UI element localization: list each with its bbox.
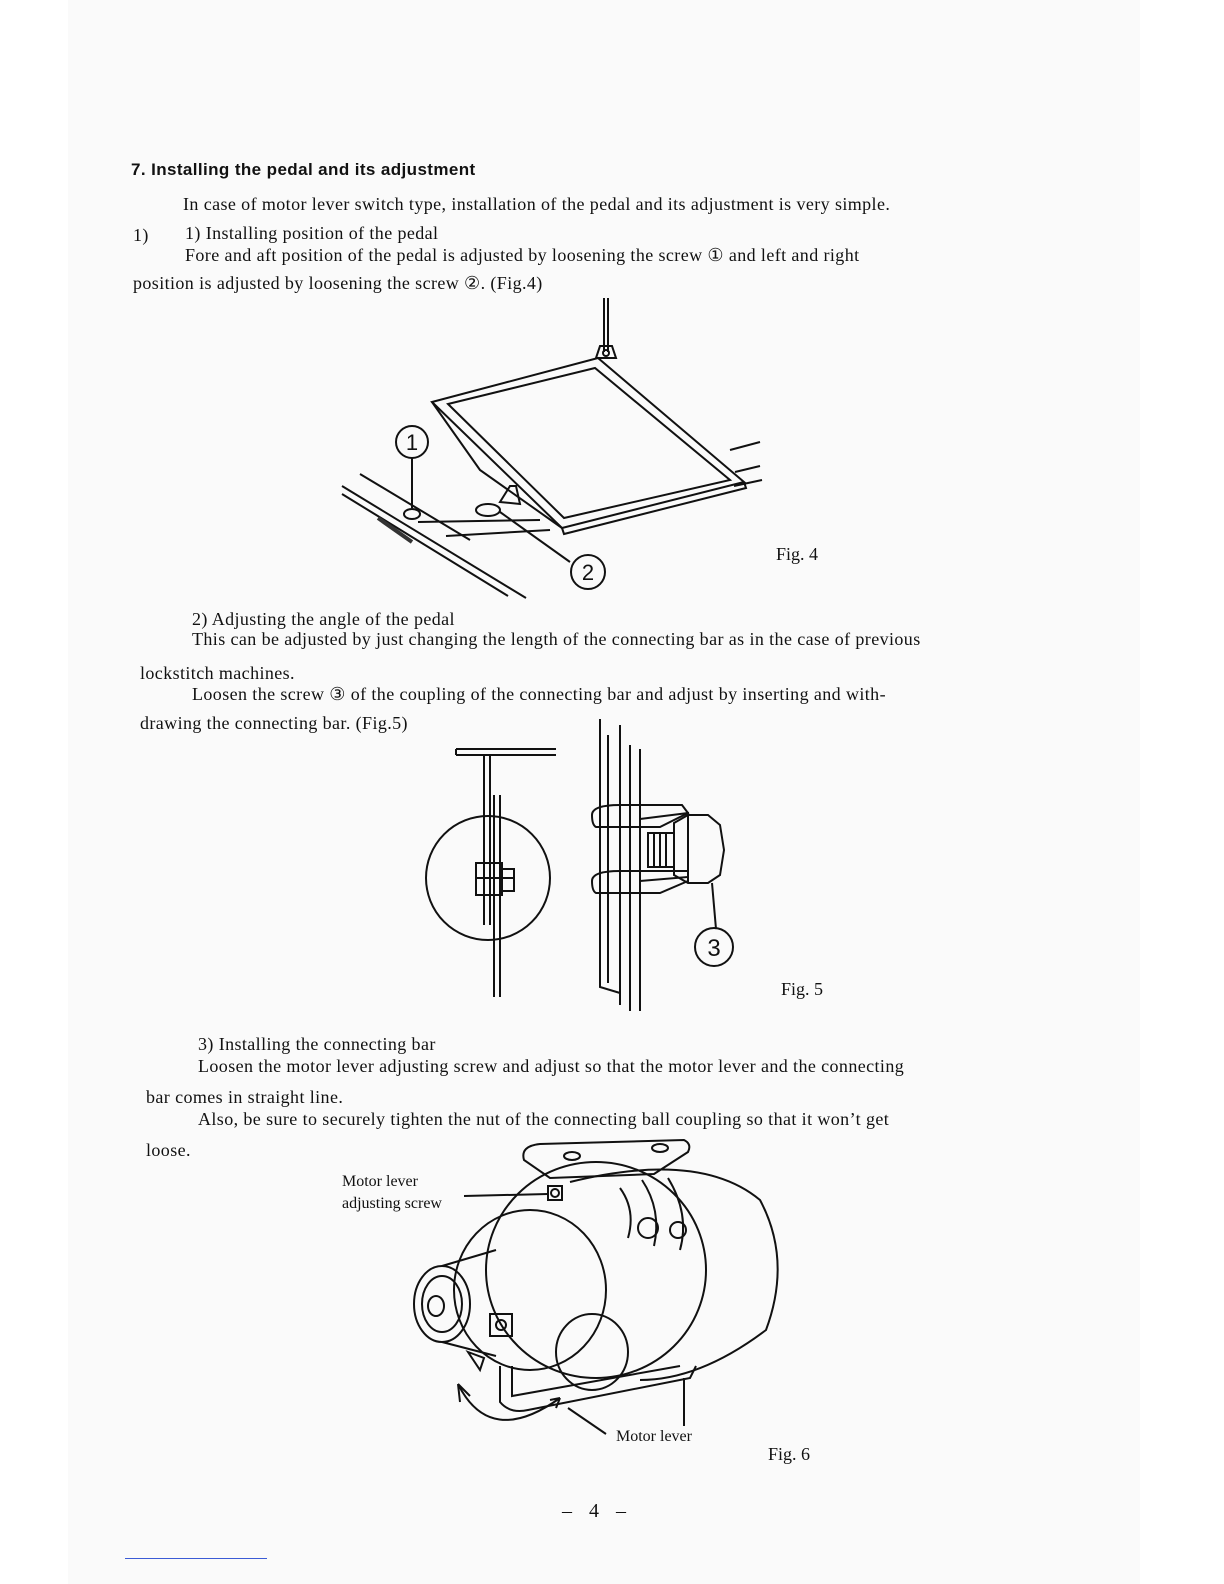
step2-heading: 2) Adjusting the angle of the pedal <box>192 609 455 629</box>
step3-text-line3: Also, be sure to securely tighten the nut of the connecting ball coupling so that it won’t get <box>198 1109 890 1129</box>
section-title: 7. Installing the pedal and its adjustment <box>131 160 476 179</box>
callout-3-number: 3 <box>707 935 721 962</box>
step2-text-line3: Loosen the screw ③ of the coupling of the connecting bar and adjust by inserting and with- <box>192 684 886 704</box>
figure-6-motor-illustration <box>400 1130 800 1450</box>
step1-text-line2: position is adjusted by loosening the screw ②. (Fig.4) <box>133 273 543 293</box>
callout-motor-lever: Motor lever <box>616 1428 692 1445</box>
screw-1-head <box>404 509 420 519</box>
step1-marker: 1) <box>133 225 149 245</box>
step1-heading: 1) Installing position of the pedal <box>185 223 439 243</box>
motor-body-cylinder <box>570 1170 778 1380</box>
wing-nut <box>468 1352 484 1370</box>
step2-text-line1: This can be adjusted by just changing the length of the connecting bar as in the case of previous <box>192 629 921 649</box>
step3-text-line1: Loosen the motor lever adjusting screw and adjust so that the motor lever and the connecting <box>198 1056 905 1076</box>
callout-motor-lever-adjusting-screw-line2: adjusting screw <box>342 1195 442 1212</box>
motor-lever-arm <box>500 1366 696 1411</box>
figure-5-label: Fig. 5 <box>781 979 824 999</box>
callout-motor-lever-adjusting-screw-line1: Motor lever <box>342 1173 418 1190</box>
screw-2-head <box>476 504 500 516</box>
step3-text-line2: bar comes in straight line. <box>146 1087 344 1107</box>
hinge-bracket <box>500 486 520 504</box>
step1-text-line1: Fore and aft position of the pedal is adjusted by loosening the screw ① and left and right <box>185 245 860 265</box>
figure-4-pedal-illustration <box>330 290 790 600</box>
section-intro: In case of motor lever switch type, installation of the pedal and its adjustment is very simple. <box>183 194 891 214</box>
page-number: – 4 – <box>562 1500 632 1522</box>
figure-4-label: Fig. 4 <box>776 544 819 564</box>
screw-3-nut <box>674 815 724 883</box>
step3-heading: 3) Installing the connecting bar <box>198 1034 436 1054</box>
step2-text-line2: lockstitch machines. <box>140 663 295 683</box>
step3-text-line4: loose. <box>146 1140 191 1160</box>
callout-2-number: 2 <box>581 560 595 585</box>
figure-6-label: Fig. 6 <box>768 1444 811 1464</box>
step2-text-line4: drawing the connecting bar. (Fig.5) <box>140 713 408 733</box>
figure-5-coupling-illustration <box>420 715 760 1020</box>
callout-1-number: 1 <box>405 430 419 455</box>
footer-rule <box>125 1558 267 1559</box>
pedal-plate <box>432 358 744 528</box>
